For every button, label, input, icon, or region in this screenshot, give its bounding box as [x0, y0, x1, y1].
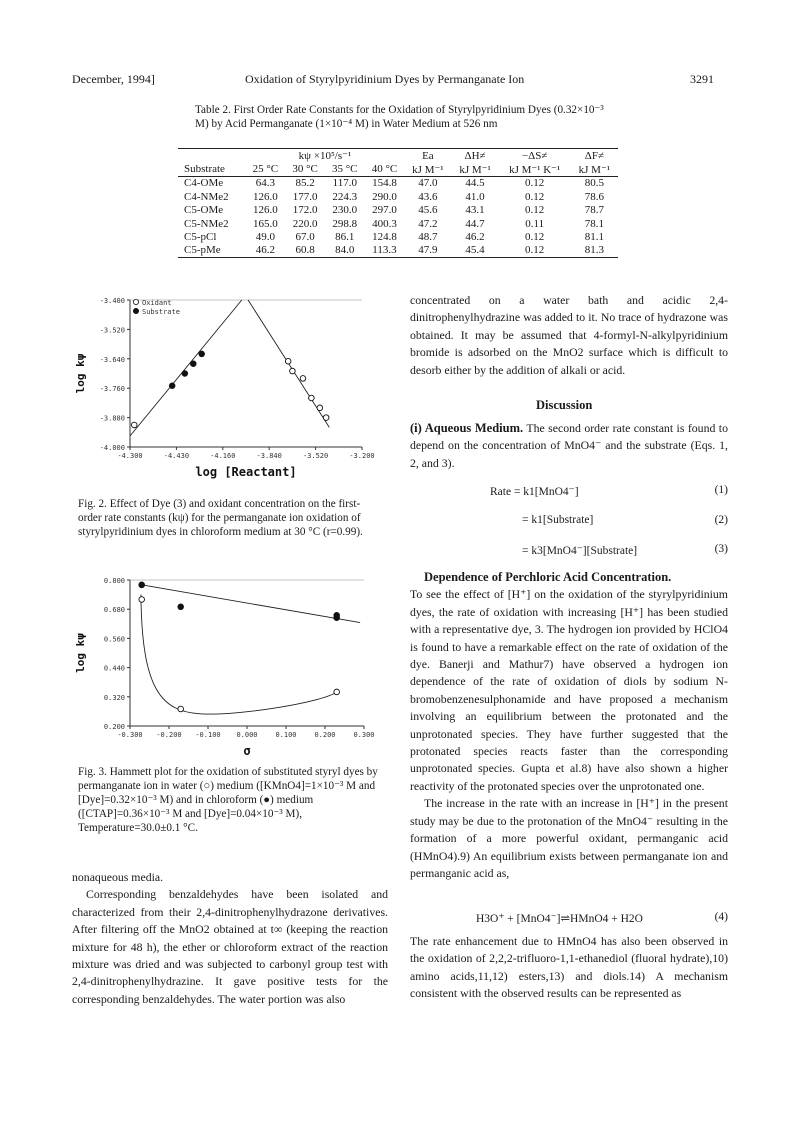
table-header-ds: −ΔS≠ — [521, 149, 548, 162]
x-tick-label: 0.100 — [275, 731, 297, 739]
y-axis-label: log kψ — [74, 353, 87, 394]
table-cell: 78.1 — [584, 217, 604, 230]
table2-caption-label: Table 2. — [195, 104, 231, 116]
table-cell: 49.0 — [255, 231, 276, 244]
x-tick-label: -4.300 — [117, 452, 143, 460]
x-tick-label: 0.000 — [236, 731, 258, 739]
paragraph: The increase in the rate with an increase in [H⁺] in the present study may be due to the protonation of the MnO4⁻ resulting in the formation of a more powerful oxidant, permanganic acid (HMnO4).9) An equilibrium exists between permanganate ion and permanganic acid as, — [410, 796, 728, 880]
table-cell: 43.6 — [418, 190, 438, 203]
x-tick-label: -0.200 — [156, 731, 182, 739]
right-top-paragraph: concentrated on a water bath and acidic 2,4-dinitrophenylhydrazine was added to it. No trace of hydrazone was obtained. It may be assumed that 4-formyl-N-alkylpyridinium bromide is adsorbed on the MnO2 surface which is difficult to desorb either by the addition of alkali or acid. — [410, 293, 728, 377]
table-cell: 78.6 — [584, 190, 604, 203]
table-cell: 44.7 — [465, 217, 485, 230]
fig2-caption-label: Fig. 2. — [78, 498, 107, 510]
table-cell: 43.1 — [465, 204, 485, 217]
table-cell: 78.7 — [584, 204, 604, 217]
table-group-header: kψ ×10⁵/s⁻¹ — [298, 150, 352, 163]
legend-label: Substrate — [142, 308, 180, 316]
running-header-left: December, 1994] — [72, 72, 155, 86]
table-row — [178, 217, 618, 230]
table-cell: 117.0 — [332, 177, 357, 190]
data-point-filled — [139, 582, 145, 588]
table-cell: 154.8 — [372, 177, 397, 190]
table-cell: 81.1 — [584, 231, 604, 244]
data-point-filled — [334, 615, 340, 621]
legend-marker — [133, 299, 138, 304]
data-point-open — [290, 368, 296, 374]
table-cell-substrate: C5-pCl — [184, 231, 217, 244]
equation-3 — [522, 543, 728, 557]
paragraph: The second order rate constant is found to depend on the concentration of MnO4⁻ and the substrate (Eqs. 1, 2, and 3). — [410, 421, 728, 470]
equation-text: H3O⁺ + [MnO4⁻]⇌HMnO4 + H2O — [476, 913, 643, 925]
paragraph: nonaqueous media. — [72, 870, 164, 884]
table-cell: 86.1 — [335, 231, 355, 244]
table-cell: 0.11 — [525, 217, 545, 230]
x-axis-label: log [Reactant] — [195, 465, 297, 479]
table-cell: 298.8 — [332, 217, 358, 230]
running-header-title: Oxidation of Styrylpyridinium Dyes by Permanganate Ion — [245, 72, 525, 86]
x-tick-label: -0.300 — [117, 731, 143, 739]
table-cell: 290.0 — [372, 190, 397, 203]
y-tick-label: -3.760 — [99, 385, 125, 394]
left-body-text — [72, 869, 388, 1008]
table-header-ea: Ea — [422, 149, 434, 162]
table-row — [178, 244, 618, 258]
table-header-empty — [178, 149, 246, 163]
table-cell: 45.6 — [418, 204, 438, 217]
table-cell: 165.0 — [253, 217, 278, 230]
y-tick-label: -3.520 — [99, 326, 125, 335]
chart-legend — [133, 299, 180, 316]
y-tick-label: 0.560 — [103, 635, 125, 644]
x-tick-label: -3.200 — [349, 452, 375, 460]
table-header-unit: kJ M⁻¹ — [412, 163, 444, 176]
table-cell: 47.0 — [418, 177, 438, 190]
table-cell: 172.0 — [292, 204, 318, 217]
data-point-open — [131, 422, 137, 428]
fit-line-substrate — [130, 300, 242, 436]
table-cell: 48.7 — [418, 231, 438, 244]
table-header-dh: ΔH≠ — [464, 149, 486, 162]
data-point-open — [317, 405, 323, 411]
y-axis-label: log kψ — [74, 633, 87, 673]
table-cell: 400.3 — [372, 217, 397, 230]
data-point-filled — [190, 361, 196, 367]
y-tick-label: 0.800 — [103, 577, 125, 585]
equation-2 — [522, 514, 728, 526]
table-cell: 113.3 — [372, 244, 397, 257]
table-cell: 224.3 — [332, 190, 358, 203]
table-cell: 47.9 — [418, 244, 438, 257]
x-tick-label: -3.840 — [256, 452, 282, 460]
table-header-unit: kJ M⁻¹ K⁻¹ — [509, 163, 561, 176]
y-tick-label: -3.880 — [99, 414, 125, 423]
table-cell: 124.8 — [372, 231, 397, 244]
equation-4 — [476, 911, 728, 925]
table-header-temp: 35 °C — [332, 163, 358, 176]
table-cell: 67.0 — [295, 231, 315, 244]
fig2-chart — [72, 294, 392, 489]
table-header-temp: 40 °C — [371, 163, 398, 176]
x-tick-label: -3.520 — [302, 452, 329, 460]
fig2-caption — [78, 497, 383, 539]
equation-text: Rate = k1[MnO4⁻] — [490, 486, 579, 498]
data-point-filled — [182, 371, 188, 377]
table-header-substrate: Substrate — [184, 163, 225, 176]
y-tick-label: -4.000 — [99, 444, 125, 452]
table-cell: 60.8 — [295, 244, 315, 257]
discussion-heading: Discussion — [536, 398, 593, 412]
perchloric-acid-section — [410, 569, 728, 882]
y-tick-label: 0.440 — [103, 664, 125, 673]
table-cell: 0.12 — [525, 190, 545, 203]
table-cell: 126.0 — [253, 204, 278, 217]
aqueous-medium-section — [410, 420, 728, 472]
table-row — [178, 190, 618, 203]
table-cell-substrate: C5-NMe2 — [184, 217, 229, 230]
fig2-caption-text: Effect of Dye (3) and oxidant concentration on the first-order rate constants (kψ) for the permanganate ion oxidation of styrylpyridinium dyes in chloroform medium at 30 °C (r=0.99). — [78, 498, 363, 538]
table-cell: 0.12 — [525, 244, 545, 257]
table-cell: 44.5 — [465, 177, 485, 190]
table-cell: 45.4 — [465, 244, 485, 257]
table-cell: 81.3 — [584, 244, 604, 257]
table2-caption — [195, 103, 615, 131]
table-header-unit: kJ M⁻¹ — [578, 163, 611, 176]
table-header-temp: 25 °C — [252, 163, 279, 176]
table-cell: 0.12 — [525, 177, 545, 190]
data-point-open — [285, 358, 291, 364]
table-cell: 64.3 — [255, 177, 276, 190]
equation-number: (4) — [714, 911, 728, 923]
y-tick-label: -3.400 — [99, 297, 125, 305]
data-point-open — [334, 689, 340, 695]
table-cell: 126.0 — [253, 190, 278, 203]
y-tick-label: 0.680 — [103, 606, 125, 615]
table-header-temp: 30 °C — [292, 163, 318, 176]
table2-body — [178, 176, 618, 257]
table-cell: 80.5 — [584, 177, 604, 190]
table-cell: 230.0 — [332, 204, 358, 217]
equation-text: = k3[MnO4⁻][Substrate] — [522, 545, 638, 557]
paragraph: To see the effect of [H⁺] on the oxidation of the styrylpyridinium dyes, the rate of oxidation with increasing [H⁺] has been studied with a representative dye, 3. The hydrogen ion provided by HClO4 is found to have a remarkable effect on the rate of oxidation of the dye. Banerji and Mathur7) have observed a hydrogen ion dependence of the rate of oxidation of diols by sodium N-bromobenzenesulphonamide and have proposed a mechanism involving an equilibrium between the protonated and the unprotonated species. They have further suggested that the protonated species reacts faster than the corresponding unprotonated species. Gupta et al.8) have also shown a higher reactivity of the protonated species over the unprotonated one. — [410, 587, 728, 793]
x-tick-label: -4.430 — [163, 452, 190, 460]
paragraph: Corresponding benzaldehydes have been isolated and characterized from their 2,4-dinitrophenylhydrazone derivatives. After filtering off the MnO2 obtained at t∞ (keeping the reaction mixture for 48 h), the ether or chloroform extract of the reaction mixture was dried and was subjected to carbonyl group test with 2,4-dinitrophenylhydrazine. It gave positive tests for the corresponding benzaldehydes. The water portion was also — [72, 887, 388, 1006]
data-point-filled — [178, 604, 184, 610]
legend-marker — [133, 308, 138, 313]
table-cell: 85.2 — [295, 177, 315, 190]
equation-number: (1) — [714, 484, 728, 496]
table-header-unit: kJ M⁻¹ — [459, 163, 491, 176]
table-cell: 220.0 — [292, 217, 318, 230]
fit-curve-water — [141, 595, 337, 715]
table-cell: 0.12 — [525, 231, 545, 244]
legend-label: Oxidant — [142, 299, 172, 307]
data-point-filled — [199, 351, 205, 357]
data-point-open — [178, 706, 184, 712]
data-point-open — [309, 395, 315, 401]
section-title: Dependence of Perchloric Acid Concentration. — [424, 570, 672, 584]
y-tick-label: -3.640 — [99, 355, 125, 364]
table-row — [178, 230, 618, 243]
table-row — [178, 204, 618, 217]
fig3-chart — [72, 574, 392, 759]
fit-line-chloroform — [142, 585, 360, 623]
table-cell: 84.0 — [335, 244, 355, 257]
data-point-open — [300, 376, 306, 382]
table2 — [178, 148, 618, 259]
x-tick-label: -0.100 — [195, 731, 221, 739]
x-tick-label: 0.300 — [353, 731, 375, 739]
table-cell: 46.2 — [465, 231, 485, 244]
table-cell-substrate: C5-pMe — [184, 244, 221, 257]
section-title: (i) Aqueous Medium. — [410, 421, 524, 435]
table2-caption-text: First Order Rate Constants for the Oxidation of Styrylpyridinium Dyes (0.32×10⁻³ M) by Acid Permanganate (1×10⁻⁴ M) in Water Medium at 526 nm — [195, 104, 604, 130]
data-point-open — [323, 415, 329, 421]
table-cell: 47.2 — [418, 217, 438, 230]
data-point-filled — [169, 383, 175, 389]
fig3-caption — [78, 765, 383, 835]
table-cell: 297.0 — [372, 204, 397, 217]
table-cell: 177.0 — [292, 190, 318, 203]
x-axis-label: σ — [243, 744, 251, 758]
table-cell: 0.12 — [525, 204, 545, 217]
fig3-caption-text: Hammett plot for the oxidation of substituted styryl dyes by permanganate ion in water (○) medium ([KMnO4]=1×10⁻³ M and [Dye]=0.32×10⁻³ M) and in chloroform (●) medium ([CTAP]=0.36×10⁻³ M and [Dye]=0.04×10⁻³ M), Temperature=30.0±0.1 °C. — [78, 766, 378, 834]
table-cell: 46.2 — [255, 244, 276, 257]
page-number: 3291 — [690, 72, 714, 86]
equation-1 — [490, 484, 728, 498]
y-tick-label: 0.320 — [103, 693, 125, 702]
x-tick-label: -4.160 — [210, 452, 236, 460]
table-cell-substrate: C4-NMe2 — [184, 190, 229, 203]
table-cell: 41.0 — [465, 190, 485, 203]
table-header-df: ΔF≠ — [584, 149, 604, 162]
table-cell-substrate: C4-OMe — [184, 177, 224, 190]
y-tick-label: 0.200 — [103, 723, 125, 731]
table-cell-substrate: C5-OMe — [184, 204, 224, 217]
equation-number: (3) — [714, 543, 728, 555]
equation-text: = k1[Substrate] — [522, 514, 594, 526]
paragraph: The rate enhancement due to HMnO4 has also been observed in the oxidation of 2,2,2-trifluoro-1,1-ethanediol (fluoral hydrate),10) amino acids,11,12) esters,13) and diols.14) A mechanism consistent with the observed results can be represented as — [410, 934, 728, 1001]
table-row — [178, 176, 618, 190]
fig3-caption-label: Fig. 3. — [78, 766, 107, 778]
equation-number: (2) — [714, 514, 728, 526]
data-point-open — [139, 597, 145, 603]
x-tick-label: 0.200 — [314, 731, 336, 739]
table-bottom-rule — [178, 258, 618, 260]
